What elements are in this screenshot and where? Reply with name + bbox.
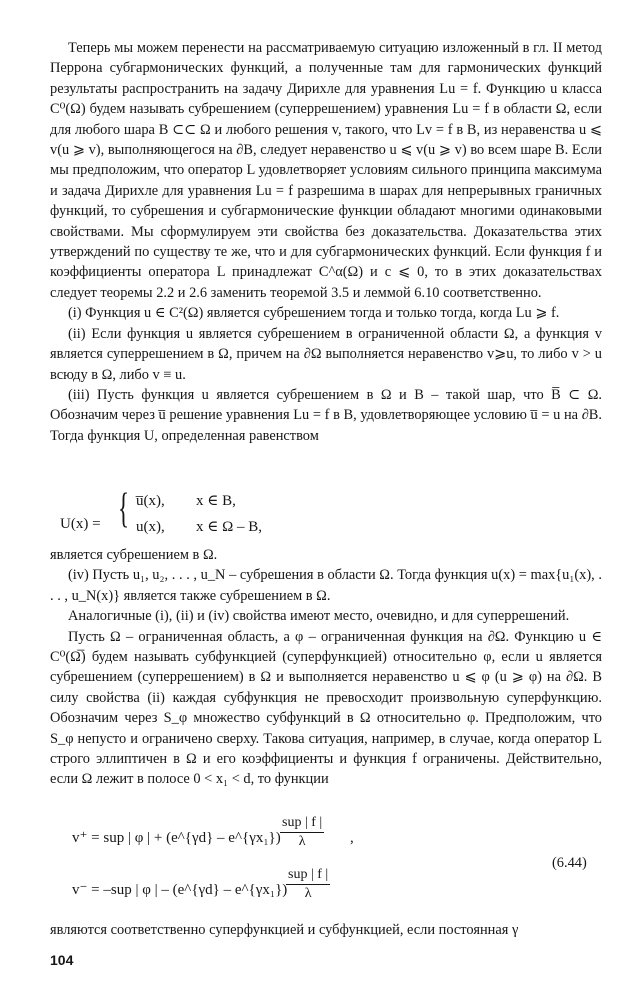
property-i: (i) Функция u ∈ C²(Ω) является субрешением тогда и только тогда, когда Lu ⩾ f. — [68, 305, 560, 322]
text-column — [50, 38, 602, 446]
page-number: 104 — [50, 952, 74, 968]
equation-v-plus-comma: , — [350, 830, 354, 846]
property-iii: (iii) Пусть функция u является субрешением в Ω и B – такой шар, что B̅ ⊂ Ω. Обозначим через u̅ решение уравнения Lu = f в B, удовлетворяющее условию u̅ = u на ∂B. Тогда функция U, определенная равенством — [50, 386, 602, 444]
text-column-lower — [50, 545, 602, 790]
property-ii: (ii) Если функция u является субрешением в ограниченной области Ω, а функция v является суперрешением в Ω, причем на ∂Ω выполняется неравенство v⩾u, то либо v > u всюду в Ω, либо v ≡ u. — [50, 325, 602, 383]
equation-v-plus: v⁺ = sup | φ | + (e^{γd} – e^{γx₁}) — [72, 830, 281, 846]
formula-U-lhs: U(x) = — [60, 516, 101, 532]
paragraph-analogous: Аналогичные (i), (ii) и (iv) свойства имеют место, очевидно, и для суперрешений. — [68, 608, 570, 625]
text-column-bottom — [50, 920, 602, 940]
equation-v-plus-fraction: sup | f | λ — [282, 815, 323, 849]
formula-U-row2-condition: x ∈ Ω – B, — [196, 519, 263, 535]
formula-U-brace: { — [118, 486, 130, 532]
formula-U-row1-condition: x ∈ B, — [196, 493, 236, 509]
paragraph-U-subsolution: является субрешением в Ω. — [50, 547, 218, 563]
property-iv: (iv) Пусть u₁, u₂, . . . , u_N – субрешения в области Ω. Тогда функция u(x) = max{u₁(x), . . . , u_N(x)} является также субрешением в Ω. — [50, 567, 602, 604]
paragraph-perron-method: Теперь мы можем перенести на рассматриваемую ситуацию изложенный в гл. II метод Перрона субгармонических функций, а полученные там для гармонических функций результаты распространить на задачу Дирихле для уравнения Lu = f. Функцию u класса C⁰(Ω) будем называть субрешением (суперрешением) уравнения Lu = f в области Ω, если для любого шара B ⊂⊂ Ω и любого решения v, такого, что Lv = f в B, из неравенства u ⩽ v(u ⩾ v), выполняющегося на ∂B, следует неравенство u ⩽ v(u ⩾ v) во всем шаре B. Если мы предположим, что оператор L удовлетворяет условиям сильного принципа максимума и задача Дирихле для уравнения Lu = f разрешима в шарах для непрерывных граничных функций, то субрешения и субгармонические функции обладают многими одинаковыми свойствами. Мы сформулируем эти свойства без доказательства. Доказательства этих утверждений по существу те же, что и для субгармонических функций. Если функция f и коэффициенты оператора L принадлежат C^α(Ω) и c ⩽ 0, то в этих доказательствах следует теоремы 2.2 и 2.6 заменить теоремой 3.5 и леммой 6.10 соответственно. — [50, 40, 602, 301]
paragraph-closing: являются соответственно суперфункцией и субфункцией, если постоянная γ — [50, 922, 519, 938]
equation-v-minus-fraction: sup | f | λ — [288, 867, 329, 901]
equation-label: (6.44) — [552, 855, 587, 871]
paragraph-subfunctions: Пусть Ω – ограниченная область, а φ – ограниченная функция на ∂Ω. Функцию u ∈ C⁰(Ω̅) будем называть субфункцией (суперфункцией) относительно φ, если u является субрешением (суперрешением) в Ω и выполняется неравенство u ⩽ φ (u ⩾ φ) на ∂Ω. В силу свойства (ii) каждая субфункция не превосходит произвольную суперфункцию. Обозначим через S_φ множество субфункций в Ω относительно φ. Предположим, что S_φ непусто и ограничено сверху. Такова ситуация, например, в случае, когда оператор L строго эллиптичен в Ω и его коэффициенты и функция f ограничены. Действительно, если Ω лежит в полосе 0 < x₁ < d, то функции — [50, 628, 602, 788]
formula-U-row2-value: u(x), — [136, 519, 165, 535]
equation-v-minus: v⁻ = –sup | φ | – (e^{γd} – e^{γx₁}) — [72, 882, 288, 898]
formula-U-row1-value: u̅(x), — [136, 493, 165, 509]
